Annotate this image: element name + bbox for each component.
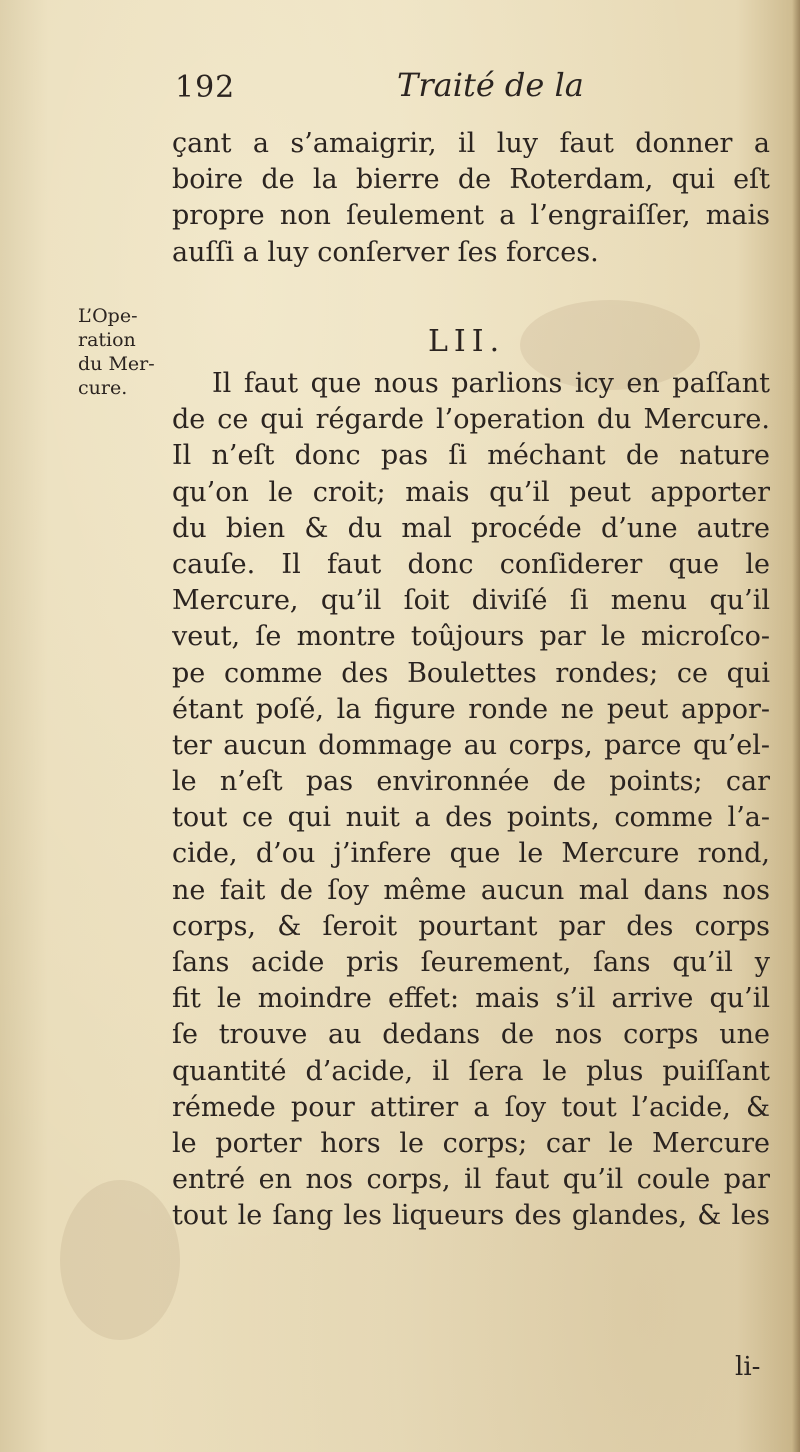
text-line: le porter hors le corps; car le Mercure	[172, 1127, 770, 1159]
text-line: ter aucun dommage au corps, parce qu’el-	[172, 729, 770, 761]
text-line: çant a s’amaigrir, il luy faut donner a	[172, 128, 770, 159]
text-line: auſſi a luy conſerver ſes forces.	[172, 236, 599, 268]
text-line: cide, d’ou j’infere que le Mercure rond,	[172, 838, 770, 870]
paper-stain	[60, 1180, 180, 1340]
text-line: pe comme des Boulettes rondes; ce qui	[172, 657, 770, 689]
catchword: li-	[735, 1352, 761, 1382]
text-block-body	[172, 366, 770, 1235]
marginal-note-line: cure.	[78, 377, 128, 399]
text-line: entré en nos corps, il faut qu’il coule par	[172, 1164, 770, 1196]
marginal-note-line: L’Ope-	[78, 305, 138, 327]
text-line: rémede pour attirer a ſoy tout l’acide, &	[172, 1091, 770, 1123]
text-line: Mercure, qu’il ſoit diviſé ſi menu qu’il	[172, 585, 770, 617]
section-numeral: LII.	[428, 324, 506, 359]
page-edge-shadow	[792, 0, 800, 1452]
page-number: 192	[175, 70, 236, 105]
text-line: cauſe. Il faut donc conſiderer que le	[172, 548, 770, 580]
marginal-note-line: du Mer-	[78, 353, 155, 375]
text-line: veut, ſe montre toûjours par le microſco-	[172, 621, 770, 653]
text-line: tout ce qui nuit a des points, comme l’a-	[172, 802, 770, 834]
text-line: corps, & ſeroit pourtant par des corps	[172, 910, 770, 942]
text-line: boire de la bierre de Roterdam, qui eſt	[172, 164, 770, 196]
text-line: Il faut que nous parlions icy en paſſant	[212, 368, 770, 399]
text-block-top	[172, 126, 770, 271]
page-header	[175, 62, 595, 112]
text-line: ſans acide pris ſeurement, ſans qu’il y	[172, 947, 770, 978]
text-line: le n’eſt pas environnée de points; car	[172, 766, 770, 798]
text-line: qu’on le croit; mais qu’il peut apporter	[172, 476, 770, 508]
text-line: de ce qui régarde l’operation du Mercure.	[172, 404, 770, 436]
text-line: tout le ſang les liqueurs des glandes, & les	[172, 1200, 770, 1232]
text-line: étant poſé, la figure ronde ne peut appor-	[172, 693, 770, 725]
text-line: ne fait de ſoy même aucun mal dans nos	[172, 874, 770, 906]
marginal-note-line: ration	[78, 329, 136, 351]
text-line: quantité d’acide, il ſera le plus puiſſant	[172, 1055, 770, 1087]
running-title: Traité de la	[397, 66, 584, 104]
text-line: Il n’eſt donc pas ſi méchant de nature	[172, 440, 770, 472]
text-line: du bien & du mal procéde d’une autre	[172, 512, 770, 544]
marginal-note	[78, 304, 174, 400]
text-line: propre non ſeulement a l’engraiſſer, mais	[172, 200, 770, 232]
text-line: ſe trouve au dedans de nos corps une	[172, 1019, 770, 1051]
text-line: fit le moindre effet: mais s’il arrive qu’il	[172, 983, 770, 1015]
